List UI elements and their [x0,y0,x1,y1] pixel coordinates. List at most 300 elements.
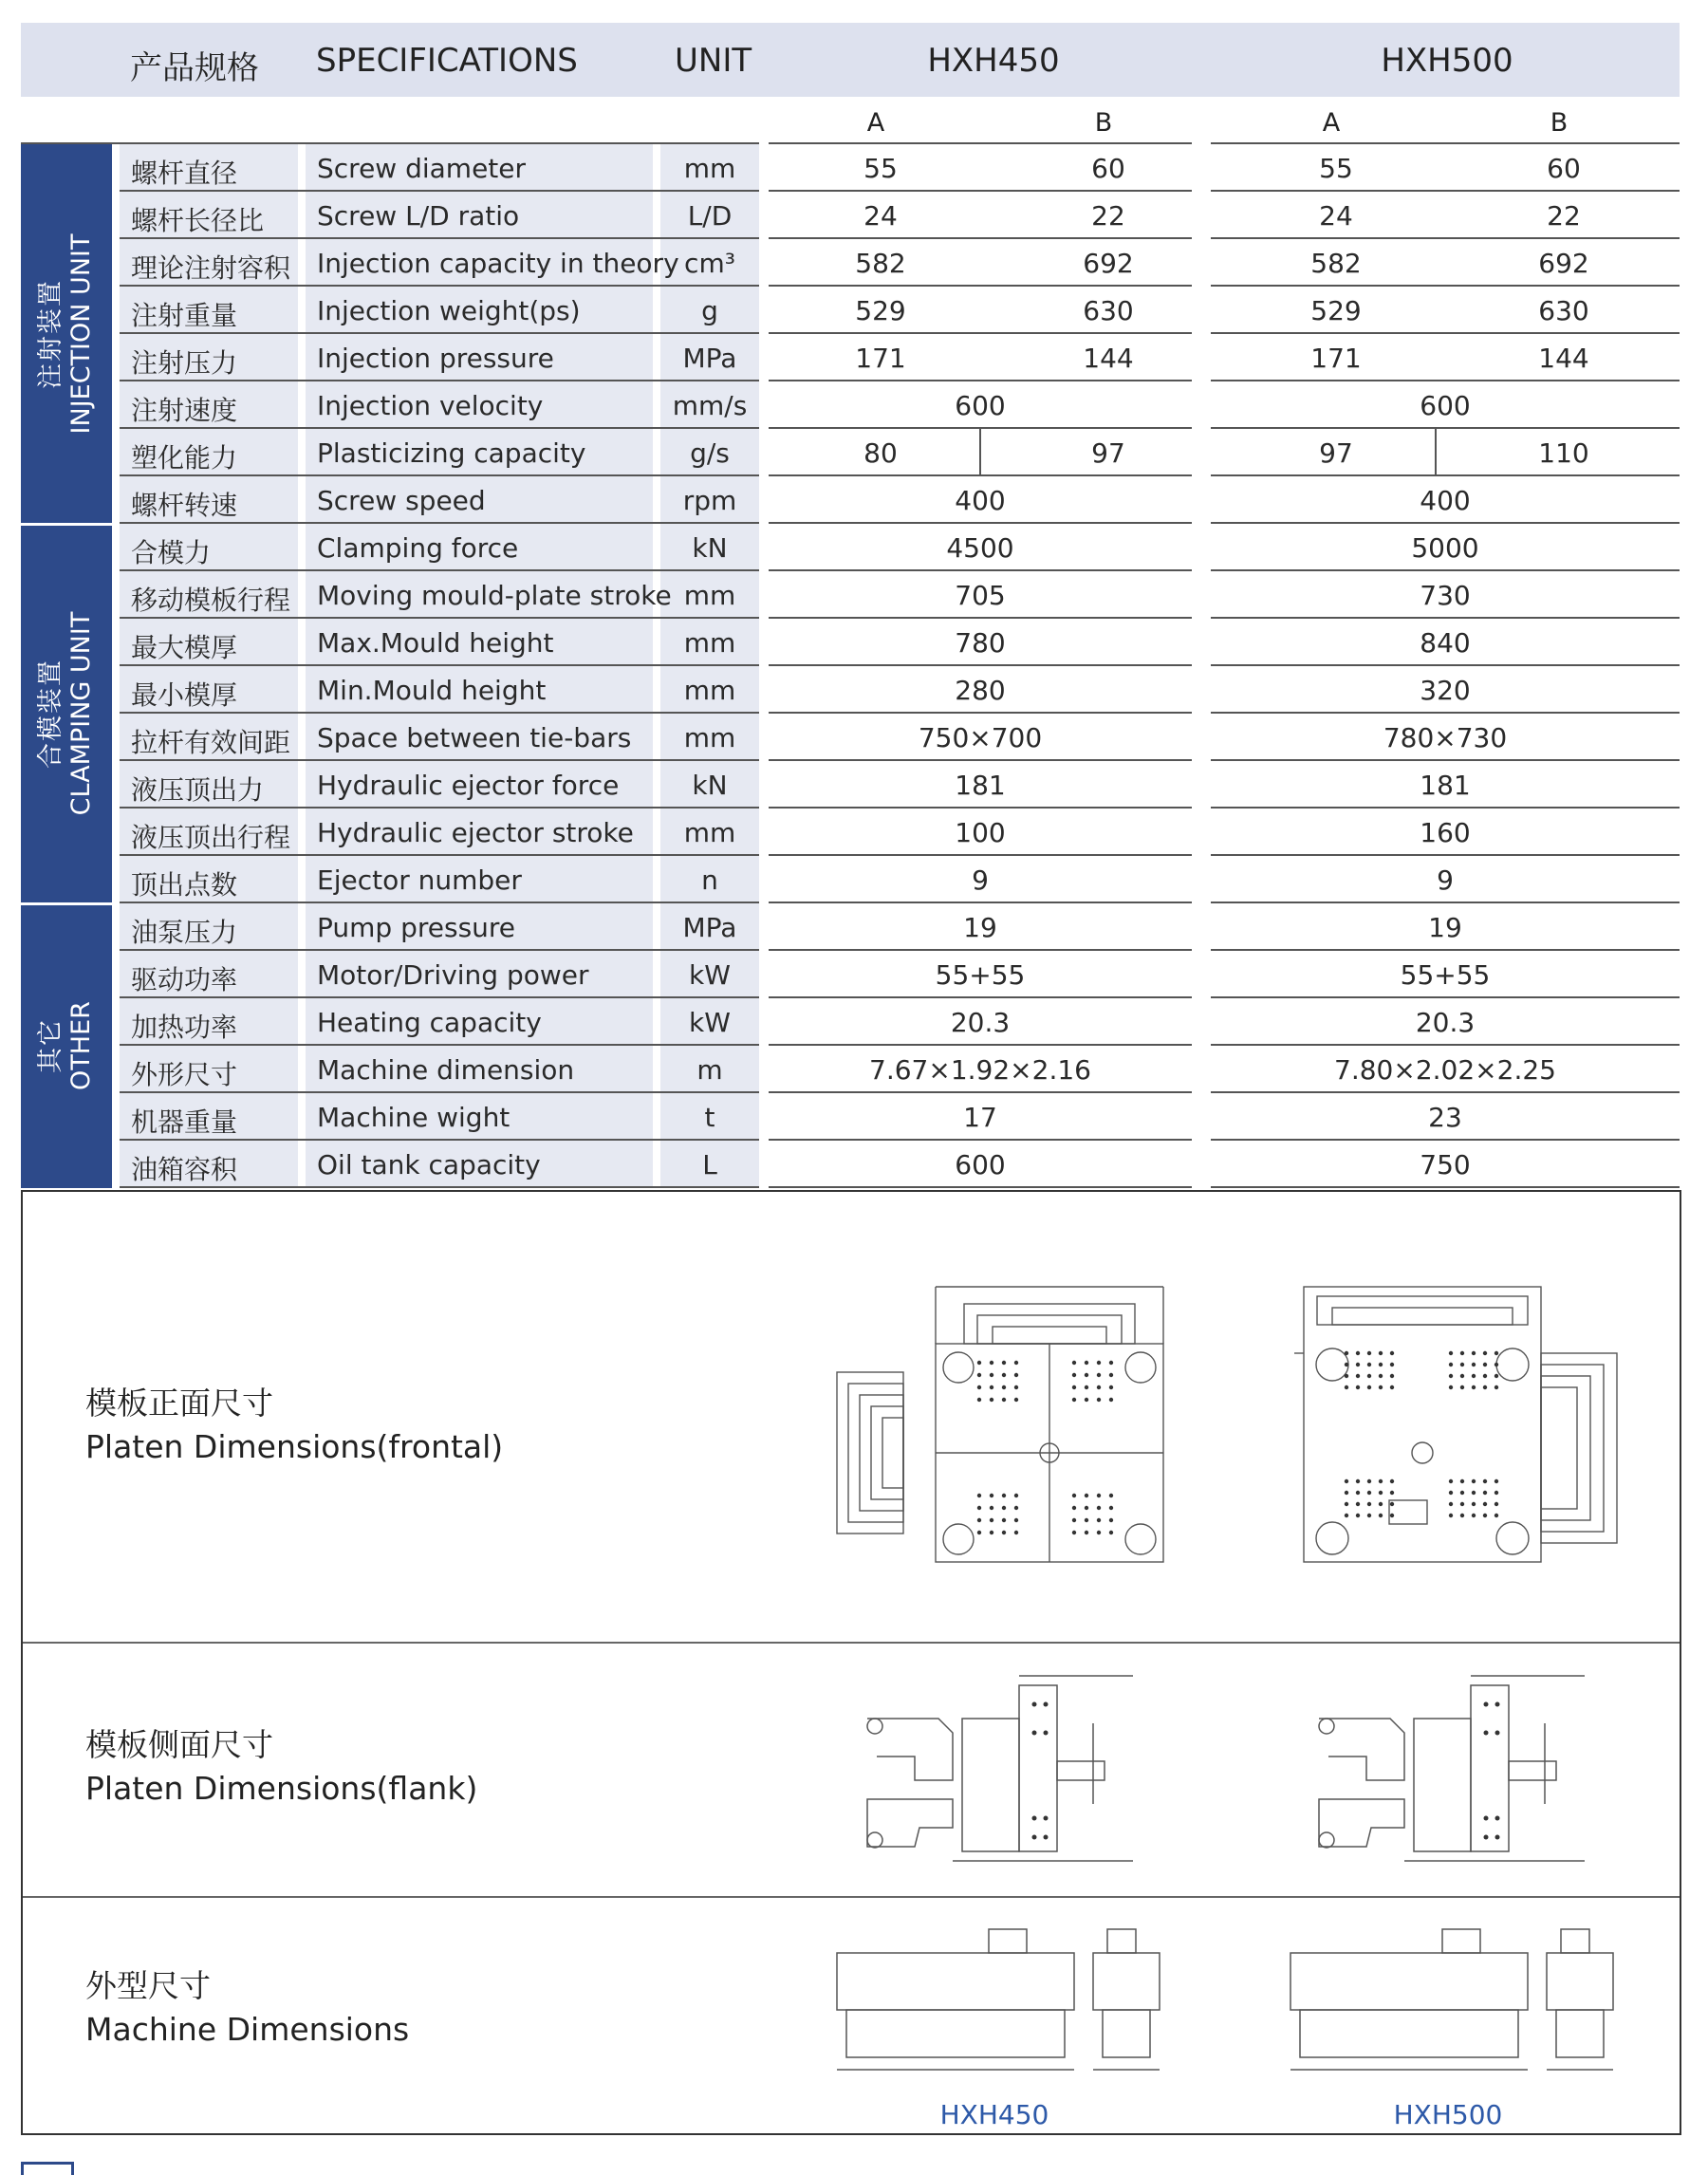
bolt-hole-mark [1494,1374,1498,1378]
platen-flank-drawing-500 [1300,1666,1623,1885]
bolt-hole-mark [1494,1385,1498,1389]
bolt-hole-mark [1356,1502,1360,1506]
bolt-hole-mark [1072,1398,1076,1402]
section-label-en: CLAMPING UNIT [66,611,96,816]
table-row [21,856,1680,903]
bolt-hole-mark [1494,1479,1498,1483]
value-model-2: 23 [1428,1102,1462,1133]
bolt-hole-mark [1014,1518,1018,1522]
bolt-hole-mark [1460,1491,1464,1495]
value-model-1: 705 [955,580,1006,611]
value-model-1: 19 [963,912,997,943]
machine-label-en: Machine Dimensions [85,2011,410,2048]
spec-unit: kW [689,959,731,991]
spec-unit: MPa [682,343,737,374]
table-row [21,998,1680,1046]
caption-model-1: HXH450 [939,2099,1049,2130]
bolt-hole-mark [1345,1491,1348,1495]
subheader-b-1: B [1094,108,1113,138]
bolt-hole-mark [977,1385,981,1389]
value-model-1-a: 24 [863,200,898,232]
value-model-1-a: 582 [855,248,906,279]
bolt-hole-mark [1390,1363,1394,1366]
value-model-2: 7.80×2.02×2.25 [1334,1054,1556,1086]
value-model-1: 750×700 [918,722,1043,753]
bolt-hole-mark [1109,1494,1113,1497]
header-model-1: HXH450 [927,42,1060,80]
bolt-hole-mark [1367,1374,1371,1378]
subheader-a-2: A [1322,108,1341,138]
table-row [21,429,1680,476]
bolt-hole-mark [1494,1514,1498,1517]
bolt-hole-mark [1472,1479,1476,1483]
bolt-hole-mark [1356,1514,1360,1517]
divider [1211,1186,1680,1188]
value-model-1: 780 [955,627,1006,659]
bolt-hole-mark [1002,1531,1006,1534]
spec-name-en: Machine wight [317,1102,511,1133]
bolt-hole-mark [990,1531,993,1534]
spec-unit: L [702,1149,717,1180]
bolt-hole-mark [1494,1491,1498,1495]
spec-name-cn: 移动模板行程 [131,585,291,616]
bolt-hole-mark [1390,1491,1394,1495]
spec-name-en: Motor/Driving power [317,959,589,991]
spec-name-cn: 注射速度 [131,395,238,426]
bolt-hole-mark [990,1361,993,1365]
platen-frontal-drawing-450 [818,1258,1216,1571]
bolt-hole-mark [1460,1363,1464,1366]
bolt-hole-mark [1109,1398,1113,1402]
section-label-zh: 注射装置 [36,279,65,389]
value-model-1: 280 [955,675,1006,706]
section-label-zh: 合模装置 [36,659,65,769]
bolt-hole-mark [1345,1385,1348,1389]
bolt-hole-mark [1072,1531,1076,1534]
bolt-hole-mark [1072,1506,1076,1510]
spec-unit: m [696,1054,723,1086]
bolt-hole-mark [1072,1361,1076,1365]
bolt-hole-mark [1072,1494,1076,1497]
value-model-1-a: 55 [863,153,898,184]
bolt-hole-mark [1356,1385,1360,1389]
spec-unit: kW [689,1007,731,1038]
page-corner-mark [21,2162,74,2175]
bolt-hole-mark [990,1385,993,1389]
spec-name-en: Ejector number [317,864,522,896]
table-row [21,144,1680,192]
bolt-hole-mark [1085,1385,1088,1389]
table-row [21,714,1680,761]
value-model-1: 400 [955,485,1006,516]
value-model-2-b: 22 [1547,200,1581,232]
value-model-1: 17 [963,1102,997,1133]
spec-name-cn: 螺杆直径 [131,158,238,189]
value-model-1: 55+55 [935,959,1026,991]
table-row [21,666,1680,714]
bolt-hole-mark [1472,1363,1476,1366]
value-model-1: 20.3 [950,1007,1011,1038]
bolt-hole-mark [977,1531,981,1534]
value-model-2: 400 [1420,485,1471,516]
bolt-hole-mark [1356,1363,1360,1366]
bolt-hole-mark [1367,1514,1371,1517]
value-model-1-a: 529 [855,295,906,326]
table-row [21,951,1680,998]
bolt-hole-mark [1379,1351,1383,1355]
bolt-hole-mark [1002,1385,1006,1389]
spec-unit: mm [683,817,736,848]
table-row [21,381,1680,429]
value-model-2-b: 144 [1538,343,1589,374]
bolt-hole-mark [1085,1518,1088,1522]
bolt-hole-mark [1494,1351,1498,1355]
bolt-hole-mark [1014,1398,1018,1402]
spec-name-cn: 螺杆转速 [131,490,238,521]
bolt-hole-mark [1356,1479,1360,1483]
value-model-1: 600 [955,390,1006,421]
value-model-2: 5000 [1411,532,1479,564]
value-model-2: 19 [1428,912,1462,943]
bolt-hole-mark [1367,1363,1371,1366]
bolt-hole-mark [1356,1491,1360,1495]
bolt-hole-mark [1379,1514,1383,1517]
value-model-2-a: 529 [1310,295,1362,326]
frontal-label-en: Platen Dimensions(frontal) [85,1428,504,1465]
spec-name-en: Plasticizing capacity [317,437,586,469]
bolt-hole-mark [1014,1506,1018,1510]
spec-name-en: Machine dimension [317,1054,575,1086]
spec-name-cn: 外形尺寸 [131,1059,238,1090]
bolt-hole-mark [1494,1502,1498,1506]
value-model-2: 20.3 [1415,1007,1476,1038]
bolt-hole-mark [1390,1479,1394,1483]
bolt-hole-mark [1483,1363,1487,1366]
bolt-hole-mark [1460,1514,1464,1517]
value-model-1-a: 171 [855,343,906,374]
bolt-hole-mark [1449,1363,1453,1366]
bolt-hole-mark [1085,1506,1088,1510]
bolt-hole-mark [1345,1351,1348,1355]
table-row [21,524,1680,571]
section-label-en: INJECTION UNIT [66,233,96,435]
header-col-cn: 产品规格 [130,49,259,87]
bolt-hole-mark [1472,1374,1476,1378]
bolt-hole-mark [990,1398,993,1402]
spec-name-cn: 最小模厚 [131,679,238,711]
bolt-hole-mark [990,1506,993,1510]
value-model-2-b: 692 [1538,248,1589,279]
bolt-hole-mark [1109,1506,1113,1510]
table-row [21,809,1680,856]
value-model-2-a: 97 [1319,437,1353,469]
bolt-hole-mark [1097,1531,1101,1534]
bolt-hole-mark [1097,1506,1101,1510]
table-row [21,903,1680,951]
bolt-hole-mark [1494,1363,1498,1366]
bolt-hole-mark [1002,1518,1006,1522]
bolt-hole-mark [990,1494,993,1497]
table-header [21,23,1680,97]
bolt-hole-mark [1109,1385,1113,1389]
bolt-hole-mark [1097,1361,1101,1365]
value-model-1-b: 22 [1091,200,1125,232]
bolt-hole-mark [1109,1361,1113,1365]
bolt-hole-mark [1345,1363,1348,1366]
bolt-hole-mark [977,1506,981,1510]
spec-name-en: Pump pressure [317,912,516,943]
value-model-2-a: 24 [1319,200,1353,232]
subheader-b-2: B [1550,108,1569,138]
bolt-hole-mark [1097,1373,1101,1377]
bolt-hole-mark [977,1361,981,1365]
bolt-hole-mark [1390,1514,1394,1517]
platen-flank-drawing-450 [848,1666,1171,1885]
flank-label [85,1723,477,1811]
machine-label [85,1964,409,2052]
bolt-hole-mark [1483,1374,1487,1378]
spec-unit: kN [692,532,728,564]
spec-name-en: Heating capacity [317,1007,542,1038]
bolt-hole-mark [1460,1374,1464,1378]
value-model-2: 181 [1420,770,1471,801]
bolt-hole-mark [1483,1514,1487,1517]
spec-name-en: Space between tie-bars [317,722,632,753]
bolt-hole-mark [1379,1385,1383,1389]
bolt-hole-mark [1390,1385,1394,1389]
header-col-unit: UNIT [675,42,752,80]
bolt-hole-mark [1002,1506,1006,1510]
spec-name-cn: 驱动功率 [131,964,238,995]
table-row [21,1093,1680,1141]
bolt-hole-mark [1002,1398,1006,1402]
spec-unit: g/s [690,437,730,469]
bolt-hole-mark [1472,1502,1476,1506]
value-model-1-b: 630 [1083,295,1134,326]
bolt-hole-mark [1460,1385,1464,1389]
bolt-hole-mark [1002,1373,1006,1377]
bolt-hole-mark [1472,1385,1476,1389]
value-model-1-a: 80 [863,437,898,469]
spec-name-en: Injection weight(ps) [317,295,581,326]
subheader-a-1: A [866,108,885,138]
section-label-en: OTHER [66,1001,96,1090]
spec-name-en: Injection pressure [317,343,554,374]
bolt-hole-mark [1097,1518,1101,1522]
spec-name-en: Screw L/D ratio [317,200,520,232]
header-col-en: SPECIFICATIONS [316,42,578,80]
bolt-hole-mark [1097,1385,1101,1389]
bolt-hole-mark [1483,1351,1487,1355]
value-model-2: 750 [1420,1149,1471,1180]
value-model-1: 100 [955,817,1006,848]
bolt-hole-mark [1449,1502,1453,1506]
table-row [21,619,1680,666]
bolt-hole-mark [1014,1373,1018,1377]
bolt-hole-mark [1390,1351,1394,1355]
bolt-hole-mark [1072,1518,1076,1522]
bolt-hole-mark [1356,1351,1360,1355]
bolt-hole-mark [1449,1385,1453,1389]
divider [23,1642,1680,1644]
table-row [21,1141,1680,1188]
value-model-2: 780×730 [1383,722,1508,753]
spec-name-cn: 理论注射容积 [131,252,291,284]
spec-name-en: Moving mould-plate stroke [317,580,672,611]
spec-name-en: Max.Mould height [317,627,554,659]
bolt-hole-mark [1449,1374,1453,1378]
bolt-hole-mark [1483,1479,1487,1483]
divider [23,1896,1680,1898]
spec-unit: n [701,864,718,896]
spec-unit: mm [683,580,736,611]
bolt-hole-mark [1356,1374,1360,1378]
divider [1435,429,1437,474]
spec-name-en: Clamping force [317,532,519,564]
bolt-hole-mark [1472,1351,1476,1355]
value-model-2: 55+55 [1400,959,1491,991]
divider [769,1186,1192,1188]
bolt-hole-mark [1097,1398,1101,1402]
bolt-hole-mark [1379,1479,1383,1483]
bolt-hole-mark [1014,1385,1018,1389]
bolt-hole-mark [1002,1494,1006,1497]
spec-name-cn: 加热功率 [131,1012,238,1043]
bolt-hole-mark [1109,1373,1113,1377]
bolt-hole-mark [977,1518,981,1522]
spec-name-cn: 油泵压力 [131,917,238,948]
bolt-hole-mark [1449,1491,1453,1495]
spec-name-cn: 液压顶出力 [131,774,265,806]
bolt-hole-mark [1379,1502,1383,1506]
value-model-2: 9 [1437,864,1454,896]
value-model-1-b: 144 [1083,343,1134,374]
bolt-hole-mark [1379,1363,1383,1366]
frontal-label-zh: 模板正面尺寸 [85,1385,273,1422]
value-model-2: 730 [1420,580,1471,611]
table-row [21,287,1680,334]
bolt-hole-mark [1085,1361,1088,1365]
spec-unit: mm/s [672,390,748,421]
bolt-hole-mark [1109,1518,1113,1522]
bolt-hole-mark [977,1398,981,1402]
spec-name-cn: 机器重量 [131,1106,238,1138]
value-model-2-a: 55 [1319,153,1353,184]
spec-unit: mm [683,627,736,659]
bolt-hole-mark [1460,1351,1464,1355]
flank-label-zh: 模板侧面尺寸 [85,1726,273,1763]
bolt-hole-mark [1014,1361,1018,1365]
bolt-hole-mark [1449,1351,1453,1355]
spec-name-cn: 注射压力 [131,347,238,379]
value-model-1: 4500 [946,532,1014,564]
bolt-hole-mark [1109,1531,1113,1534]
bolt-hole-mark [1014,1494,1018,1497]
bolt-hole-mark [1072,1373,1076,1377]
value-model-1: 7.67×1.92×2.16 [869,1054,1091,1086]
bolt-hole-mark [1085,1398,1088,1402]
bolt-hole-mark [1367,1502,1371,1506]
spec-name-cn: 最大模厚 [131,632,238,663]
spec-unit: mm [683,153,736,184]
spec-name-cn: 液压顶出行程 [131,822,291,853]
bolt-hole-mark [1367,1385,1371,1389]
value-model-1-b: 60 [1091,153,1125,184]
bolt-hole-mark [977,1373,981,1377]
flank-label-en: Platen Dimensions(flank) [85,1770,478,1807]
bolt-hole-mark [1367,1491,1371,1495]
value-model-1-b: 97 [1091,437,1125,469]
table-row [21,571,1680,619]
bolt-hole-mark [1449,1479,1453,1483]
value-model-2-b: 110 [1538,437,1589,469]
spec-name-en: Injection velocity [317,390,544,421]
machine-drawing-450 [827,1915,1188,2076]
bolt-hole-mark [1483,1385,1487,1389]
value-model-2: 160 [1420,817,1471,848]
spec-name-cn: 塑化能力 [131,442,238,474]
table-row [21,476,1680,524]
divider [979,429,981,474]
bolt-hole-mark [1390,1502,1394,1506]
bolt-hole-mark [1345,1479,1348,1483]
bolt-hole-mark [1085,1373,1088,1377]
table-row [21,761,1680,809]
bolt-hole-mark [977,1494,981,1497]
value-model-1: 600 [955,1149,1006,1180]
bolt-hole-mark [1449,1514,1453,1517]
spec-name-en: Hydraulic ejector force [317,770,620,801]
table-row [21,1046,1680,1093]
table-row [21,239,1680,287]
value-model-2-a: 171 [1310,343,1362,374]
spec-unit: mm [683,722,736,753]
spec-name-cn: 油箱容积 [131,1154,238,1185]
value-model-2: 320 [1420,675,1471,706]
bolt-hole-mark [1345,1374,1348,1378]
table-row [21,334,1680,381]
drawings-frame [21,1190,1681,2135]
bolt-hole-mark [1367,1479,1371,1483]
bolt-hole-mark [1014,1531,1018,1534]
bolt-hole-mark [1097,1494,1101,1497]
bolt-hole-mark [1483,1502,1487,1506]
bolt-hole-mark [1085,1494,1088,1497]
spec-unit: kN [692,770,728,801]
machine-label-zh: 外型尺寸 [85,1967,211,2004]
value-model-2-a: 582 [1310,248,1362,279]
spec-unit: cm³ [684,248,735,279]
spec-name-en: Hydraulic ejector stroke [317,817,634,848]
spec-unit: rpm [682,485,737,516]
spec-unit: L/D [687,200,733,232]
spec-unit: MPa [682,912,737,943]
bolt-hole-mark [1367,1351,1371,1355]
spec-name-en: Screw diameter [317,153,527,184]
bolt-hole-mark [1379,1374,1383,1378]
header-model-2: HXH500 [1381,42,1513,80]
bolt-hole-mark [990,1373,993,1377]
bolt-hole-mark [1483,1491,1487,1495]
bolt-hole-mark [1472,1514,1476,1517]
bolt-hole-mark [1345,1502,1348,1506]
value-model-2: 840 [1420,627,1471,659]
spec-name-cn: 注射重量 [131,300,238,331]
spec-unit: mm [683,675,736,706]
spec-name-en: Screw speed [317,485,486,516]
spec-unit: g [701,295,718,326]
bolt-hole-mark [1460,1479,1464,1483]
